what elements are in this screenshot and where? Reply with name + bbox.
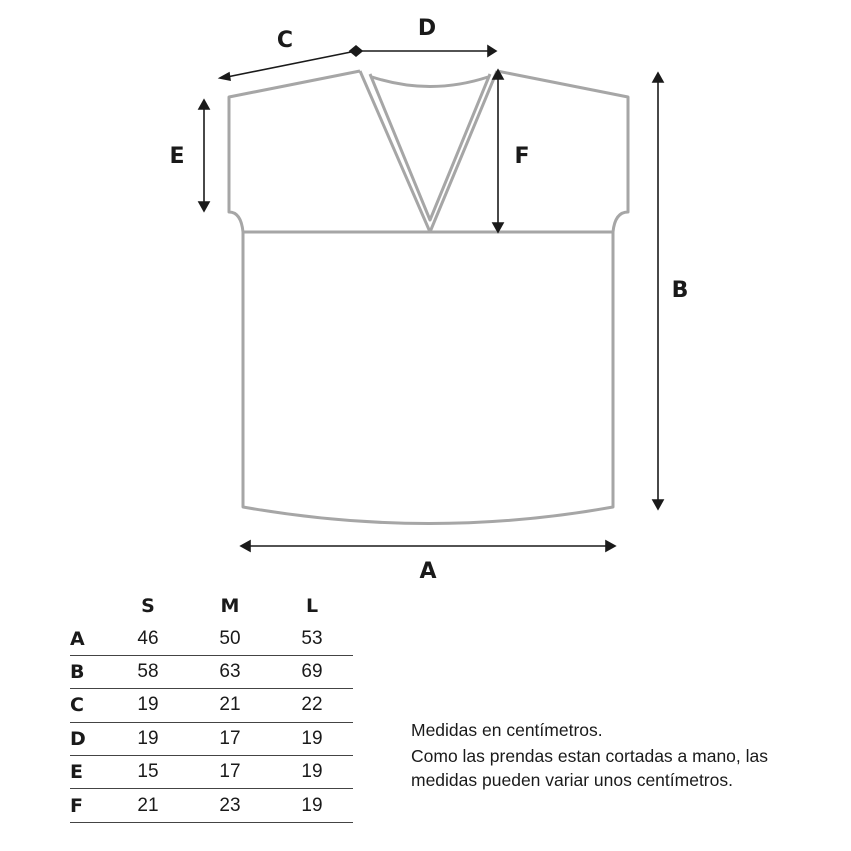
dim-arrow-a-left: [241, 541, 250, 551]
dim-label-d: D: [417, 16, 437, 41]
back-neck: [372, 77, 488, 87]
size-header-corner: [70, 590, 107, 622]
notes-units: Medidas en centímetros.: [411, 720, 603, 740]
table-row: [70, 755, 353, 788]
table-cell: 19: [107, 689, 189, 722]
table-cell: 63: [189, 655, 271, 688]
dim-node-cd: [350, 46, 362, 56]
table-row: [70, 622, 353, 655]
size-header-l: L: [305, 595, 319, 618]
table-cell: 23: [189, 789, 271, 822]
dim-arrow-d-end: [488, 46, 496, 56]
row-label: B: [70, 655, 107, 688]
dim-label-a: A: [419, 559, 437, 584]
row-label: A: [70, 622, 107, 655]
table-row: [70, 722, 353, 755]
table-row: [70, 655, 353, 688]
dim-arrow-b-bottom: [653, 500, 663, 509]
table-cell: 17: [189, 722, 271, 755]
dim-arrow-e-top: [199, 100, 209, 109]
table-cell: 19: [271, 722, 353, 755]
table-cell: 22: [271, 689, 353, 722]
table-cell: 58: [107, 655, 189, 688]
dim-label-f: F: [514, 144, 530, 169]
garment-outline: [229, 71, 628, 524]
table-cell: 46: [107, 622, 189, 655]
table-cell: 19: [271, 755, 353, 788]
table-cell: 69: [271, 655, 353, 688]
size-header-m: M: [220, 595, 240, 618]
dim-arrow-e-bottom: [199, 202, 209, 211]
table-cell: 15: [107, 755, 189, 788]
table-cell: 19: [271, 789, 353, 822]
dim-label-c: C: [276, 28, 294, 53]
table-row: [70, 689, 353, 722]
dimension-lines: [199, 46, 663, 551]
row-label: E: [70, 755, 107, 788]
table-cell: 21: [107, 789, 189, 822]
dim-arrow-a-right: [606, 541, 615, 551]
dim-arrow-b-top: [653, 73, 663, 82]
table-cell: 19: [107, 722, 189, 755]
table-cell: 21: [189, 689, 271, 722]
dim-line-c: [222, 51, 356, 78]
size-header-s: S: [141, 595, 155, 618]
dim-label-e: E: [169, 144, 185, 169]
size-header-row: [70, 590, 353, 622]
size-table: [70, 590, 353, 823]
row-label: F: [70, 789, 107, 822]
measurement-notes: [411, 718, 771, 792]
row-label: D: [70, 722, 107, 755]
garment-body: [229, 71, 628, 524]
table-cell: 53: [271, 622, 353, 655]
notes-disclaimer: Como las prendas estan cortadas a mano, las medidas pueden variar unos centímetros.: [411, 746, 768, 790]
table-cell: 17: [189, 755, 271, 788]
neckline-outer: [360, 71, 497, 232]
table-row: [70, 789, 353, 822]
neckline-inner: [370, 74, 490, 220]
dim-arrow-c-start: [220, 73, 230, 80]
table-cell: 50: [189, 622, 271, 655]
dim-label-b: B: [671, 278, 689, 303]
row-label: C: [70, 689, 107, 722]
